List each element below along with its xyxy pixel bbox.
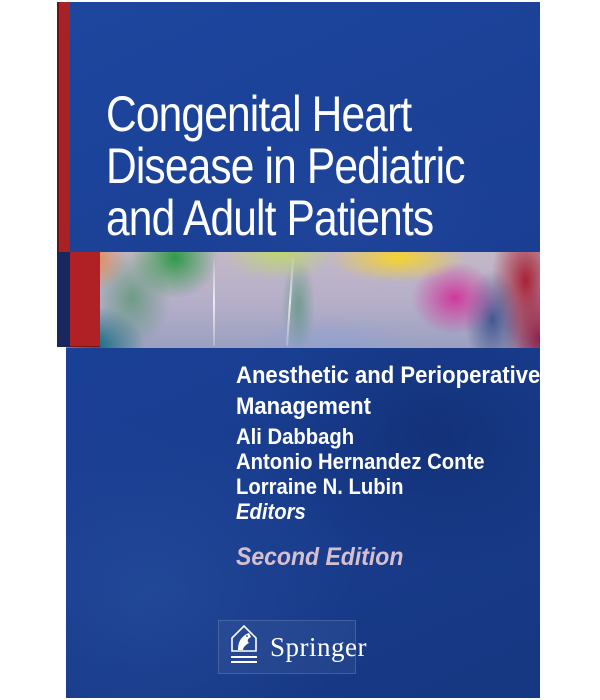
springer-horse-knight-icon <box>227 623 261 672</box>
red-accent-block <box>66 252 100 347</box>
book-cover <box>66 2 540 698</box>
editor-name: Antonio Hernandez Conte <box>236 449 485 474</box>
publisher-logo <box>218 620 367 674</box>
cover-image-band <box>66 252 540 348</box>
editors-role-label: Editors <box>236 499 306 524</box>
editor-name: Lorraine N. Lubin <box>236 474 404 499</box>
publisher-name: Springer <box>270 631 367 662</box>
navy-bookmark-bar <box>57 252 70 347</box>
book-title <box>106 88 465 244</box>
editors-block <box>236 424 485 524</box>
band-highlight-line <box>213 258 215 346</box>
subtitle-line-1: Anesthetic and Perioperative <box>236 362 541 389</box>
band-highlight-line <box>286 258 294 346</box>
edition-label: Second Edition <box>236 543 404 571</box>
title-line-1: Congenital Heart <box>106 86 412 142</box>
title-line-2: Disease in Pediatric <box>106 138 465 194</box>
red-bookmark-bar <box>57 2 70 252</box>
title-line-3: and Adult Patients <box>106 190 434 246</box>
subtitle-line-2: Management <box>236 393 371 420</box>
editor-name: Ali Dabbagh <box>236 424 355 449</box>
book-subtitle <box>236 360 540 422</box>
